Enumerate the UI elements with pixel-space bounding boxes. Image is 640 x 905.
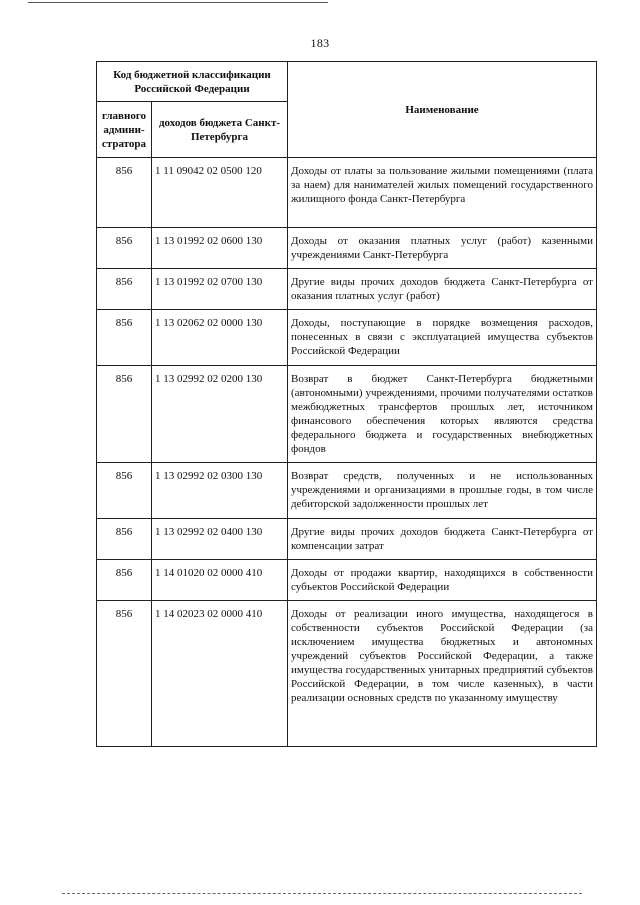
income-name-cell: Возврат средств, полученных и не использованных учреждениями и организациями в прошлые годы, в том числе дебиторской задолженности прошлых лет <box>288 463 597 519</box>
admin-code-cell: 856 <box>97 366 152 463</box>
income-name-cell: Доходы от оказания платных услуг (работ) казенными учреждениями Санкт-Петербурга <box>288 228 597 269</box>
header-classification-code: Код бюджетной классификации Российской Федерации <box>97 62 288 102</box>
admin-code-cell: 856 <box>97 269 152 310</box>
table-row <box>97 519 597 560</box>
page-number: 183 <box>310 36 330 50</box>
table-row <box>97 601 597 747</box>
top-rule <box>28 2 328 3</box>
admin-code-cell: 856 <box>97 519 152 560</box>
table-row <box>97 158 597 228</box>
income-code-cell: 1 13 01992 02 0600 130 <box>152 228 288 269</box>
income-code-cell: 1 13 02992 02 0300 130 <box>152 463 288 519</box>
income-name-cell: Доходы от платы за пользование жилыми помещениями (плата за наем) для нанимателей жилых помещений государственного жилищного фонда Санкт-Петербурга <box>288 158 597 228</box>
admin-code-cell: 856 <box>97 310 152 366</box>
income-code-cell: 1 13 01992 02 0700 130 <box>152 269 288 310</box>
income-code-cell: 1 13 02062 02 0000 130 <box>152 310 288 366</box>
income-code-cell: 1 13 02992 02 0200 130 <box>152 366 288 463</box>
header-budget-income: доходов бюджета Санкт-Петербурга <box>152 102 288 158</box>
budget-classification-table <box>96 61 597 747</box>
admin-code-cell: 856 <box>97 228 152 269</box>
admin-code-cell: 856 <box>97 158 152 228</box>
income-code-cell: 1 14 01020 02 0000 410 <box>152 560 288 601</box>
admin-code-cell: 856 <box>97 463 152 519</box>
table-row <box>97 310 597 366</box>
table-row <box>97 366 597 463</box>
table-row <box>97 560 597 601</box>
bottom-rule <box>62 893 582 894</box>
income-name-cell: Доходы, поступающие в порядке возмещения расходов, понесенных в связи с эксплуатацией имущества субъектов Российской Федерации <box>288 310 597 366</box>
header-main-administrator: главного админи-стратора <box>97 102 152 158</box>
income-code-cell: 1 11 09042 02 0500 120 <box>152 158 288 228</box>
income-name-cell: Доходы от реализации иного имущества, находящегося в собственности субъектов Российской Федерации (за исключением имущества бюджетных и автономных учреждений субъектов Российской Федерации, а также имущества государственных унитарных предприятий субъектов Российской Федерации, в том числе казенных), в части реализации основных средств по указанному имуществу <box>288 601 597 747</box>
admin-code-cell: 856 <box>97 560 152 601</box>
income-name-cell: Возврат в бюджет Санкт-Петербурга бюджетными (автономными) учреждениями, прочими получателями остатков межбюджетных трансфертов прошлых лет, источником финансового обеспечения которых являются средства федерального бюджета и государственных внебюджетных фондов <box>288 366 597 463</box>
income-name-cell: Другие виды прочих доходов бюджета Санкт-Петербурга от оказания платных услуг (работ) <box>288 269 597 310</box>
income-code-cell: 1 13 02992 02 0400 130 <box>152 519 288 560</box>
income-name-cell: Другие виды прочих доходов бюджета Санкт-Петербурга от компенсации затрат <box>288 519 597 560</box>
income-code-cell: 1 14 02023 02 0000 410 <box>152 601 288 747</box>
header-name: Наименование <box>288 62 597 158</box>
table-row <box>97 463 597 519</box>
table-body <box>97 158 597 747</box>
table-row <box>97 228 597 269</box>
table-row <box>97 269 597 310</box>
admin-code-cell: 856 <box>97 601 152 747</box>
income-name-cell: Доходы от продажи квартир, находящихся в собственности субъектов Российской Федерации <box>288 560 597 601</box>
